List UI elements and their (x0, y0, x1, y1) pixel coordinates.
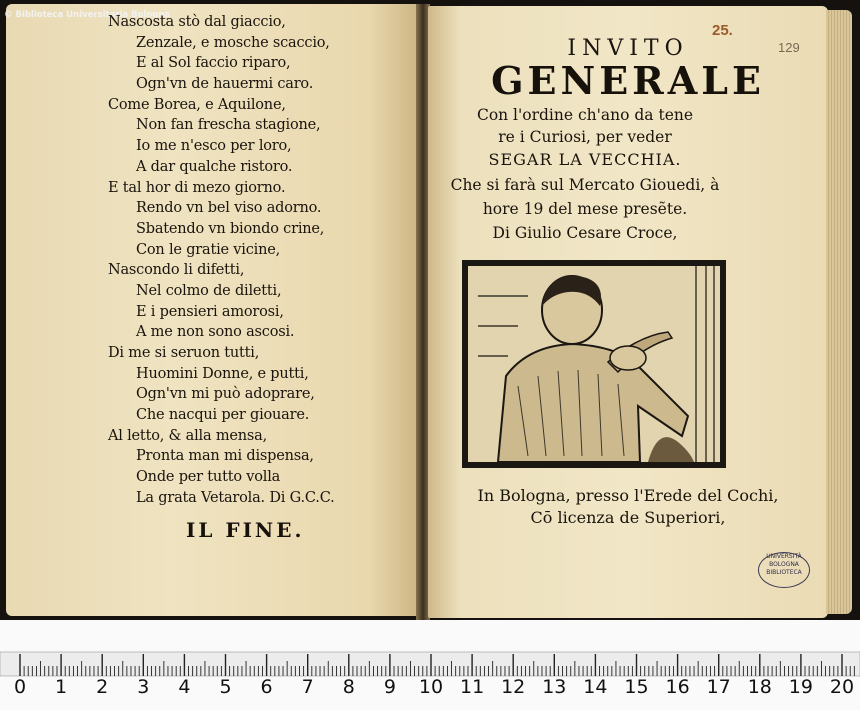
ruler-number: 9 (383, 676, 396, 698)
ruler-number: 2 (96, 676, 109, 698)
ruler-number: 14 (583, 676, 608, 698)
ruler-number: 13 (542, 676, 567, 698)
ruler-number: 11 (460, 676, 485, 698)
poem-line: Nascondo li difetti, (108, 262, 245, 279)
imprint-line: Cō licenza de Superiori, (530, 508, 726, 527)
ruler-number: 8 (342, 676, 355, 698)
poem-line: Rendo vn bel viso adorno. (136, 200, 322, 217)
subtitle-line: SEGAR LA VECCHIA. (488, 150, 682, 169)
ruler-number: 18 (747, 676, 772, 698)
poem-line: A me non sono ascosi. (136, 324, 295, 341)
ruler-number: 1 (55, 676, 68, 698)
end-title: IL FINE. (186, 518, 305, 542)
ruler-number: 4 (178, 676, 191, 698)
ruler-number: 15 (624, 676, 649, 698)
ruler-number: 5 (219, 676, 232, 698)
ruler-number: 17 (706, 676, 731, 698)
poem-line: Al letto, & alla mensa, (108, 427, 267, 444)
stamp-text: UNIVERSITÀ BOLOGNA BIBLIOTECA (766, 553, 802, 576)
title-invito: INVITO (567, 36, 689, 61)
subtitle-line: re i Curiosi, per veder (498, 128, 672, 146)
ruler-number: 7 (301, 676, 314, 698)
ruler-number: 0 (13, 676, 27, 698)
ink-page-number: 25. (712, 22, 733, 39)
poem-line: Non fan frescha stagione, (136, 117, 321, 134)
subtitle-line: hore 19 del mese presẽte. (482, 200, 688, 218)
subtitle-line: Di Giulio Cesare Croce, (492, 224, 678, 242)
poem-line: Di me si seruon tutti, (108, 345, 260, 361)
poem-line: Huomini Donne, e putti, (136, 365, 309, 382)
poem-line: Come Borea, e Aquilone, (108, 96, 286, 113)
title-generale: GENERALE (491, 58, 765, 103)
poem-line: E tal hor di mezo giorno. (108, 179, 286, 196)
poem-line: Nel colmo de diletti, (136, 282, 282, 299)
ruler-number: 16 (665, 676, 690, 698)
poem-line: Ogn'vn de hauermi caro. (136, 76, 314, 93)
ruler-number: 6 (260, 676, 273, 698)
subtitle-line: Con l'ordine ch'ano da tene (476, 106, 694, 124)
poem-line: Che nacqui per giouare. (136, 407, 310, 424)
poem-line: E al Sol faccio riparo, (136, 55, 291, 72)
library-stamp (758, 552, 810, 588)
poem-line: Sbatendo vn biondo crine, (136, 220, 325, 237)
poem-line: Nascosta stò dal giaccio, (108, 14, 286, 30)
ruler-number: 10 (418, 676, 444, 698)
poem-line: A dar qualche ristoro. (136, 158, 293, 175)
poem-line: Onde per tutto volla (136, 469, 281, 486)
ruler-number: 19 (788, 676, 813, 698)
copyright-notice: © Biblioteca Universitaria Bologna (4, 10, 171, 20)
subtitle-line: Che si farà sul Mercato Giouedi, à (450, 176, 720, 194)
ruler-number: 12 (501, 676, 526, 698)
imprint-line: In Bologna, presso l'Erede del Cochi, (477, 486, 779, 505)
poem-text (108, 14, 414, 511)
poem-line: Pronta man mi dispensa, (136, 448, 314, 465)
poem-line: La grata Vetarola. Di G.C.C. (136, 489, 335, 506)
poem-line: Zenzale, e mosche scaccio, (136, 34, 330, 51)
pencil-folio-number: 129 (778, 40, 800, 55)
ruler-number: 3 (137, 676, 150, 698)
poem-line: Io me n'esco per loro, (136, 138, 292, 155)
poem-line: E i pensieri amorosi, (136, 303, 284, 320)
poem-line: Con le gratie vicine, (136, 241, 281, 258)
poem-line: Ogn'vn mi può adoprare, (136, 386, 315, 403)
woodcut-illustration (462, 260, 726, 468)
ruler-number: 20 (829, 676, 855, 698)
page-edges (826, 10, 852, 614)
